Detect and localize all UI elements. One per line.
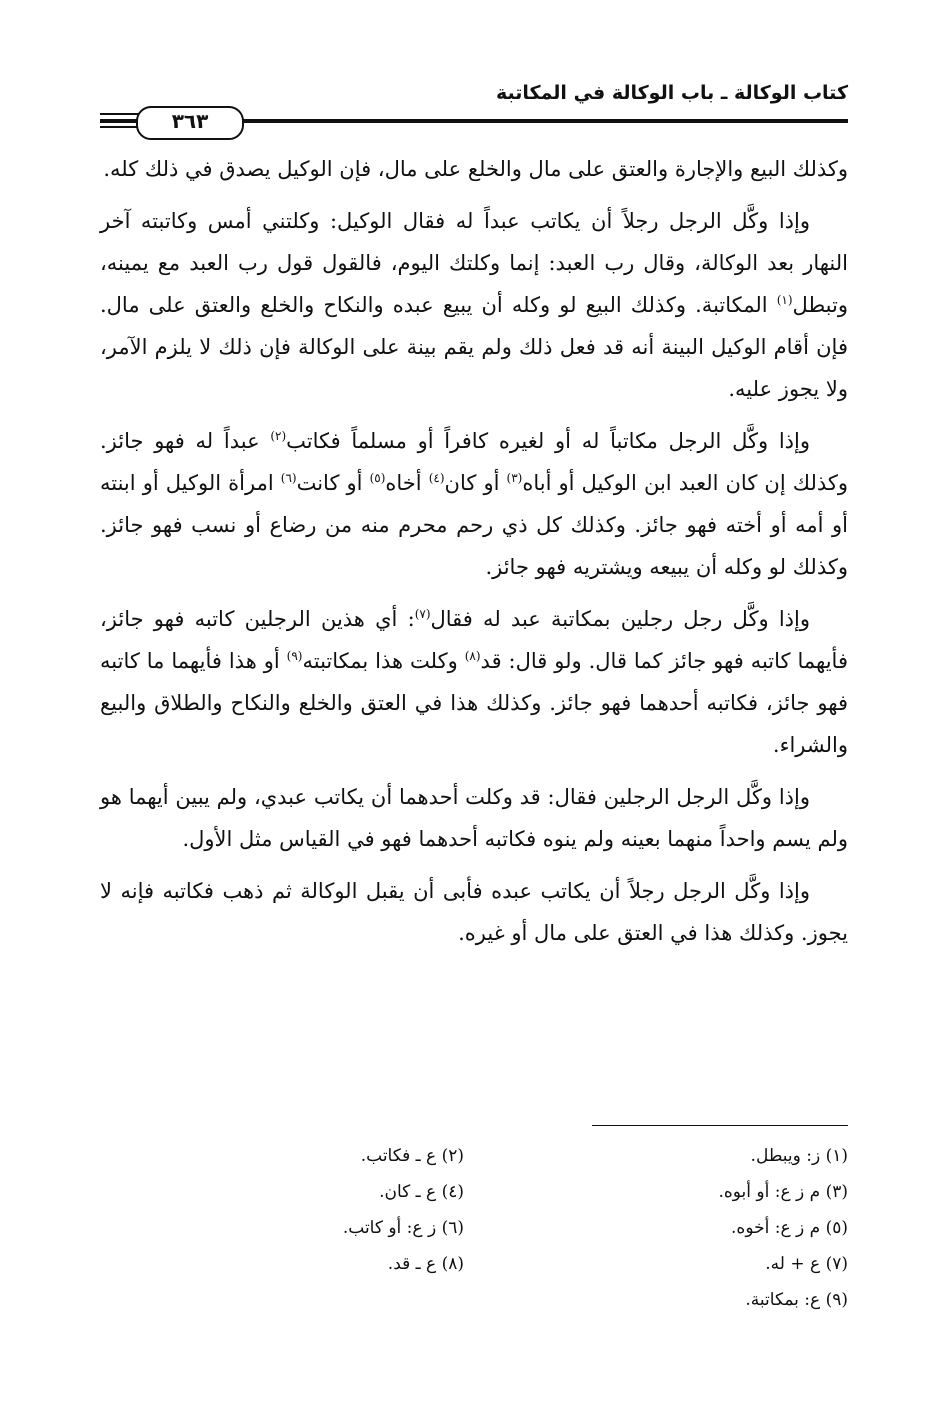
- paragraph-2: [100, 200, 848, 410]
- footnote-ref-3[interactable]: (٣): [506, 471, 523, 485]
- paragraph-text: أو هذا فأيهما ما كاتبه فهو جائز، فكاتبه أحدهما فهو جائز. وكذلك هذا في العتق والخلع والنكاح والطلاق والبيع والشراء.: [100, 649, 848, 757]
- paragraph-1: [100, 148, 848, 190]
- paragraph-text: أو كان: [444, 471, 507, 495]
- header-rule-thin-top: [100, 113, 140, 115]
- footnote-ref-8[interactable]: (٨): [464, 649, 481, 663]
- paragraph-text: وإذا وكَّل الرجل رجلاً أن يكاتب عبداً له فقال الوكيل: وكلتني أمس وكاتبته آخر النهار بعد الوكالة، وقال رب العبد: إنما وكلتك اليوم، فالقول قول رب العبد مع يمينه، وتبطل: [100, 209, 848, 317]
- paragraph-text: أخاه: [385, 471, 429, 495]
- paragraph-text: وإذا وكَّل الرجل رجلاً أن يكاتب عبده فأبى أن يقبل الوكالة ثم ذهب فكاتبه فإنه لا يجوز. وكذلك هذا في العتق على مال أو غيره.: [100, 879, 848, 945]
- footnote-2: (٢) ع ـ فكاتب.: [360, 1146, 464, 1166]
- paragraph-text: : أي هذين الرجلين كاتبه فهو جائز، فأيهما كاتبه فهو جائز كما قال. ولو قال: قد: [100, 607, 848, 673]
- paragraph-text: المكاتبة. وكذلك البيع لو وكله أن يبيع عبده والنكاح والخلع والعتق على مال. فإن أقام الوكيل البينة أنه قد فعل ذلك ولم يقم بينة على الوكالة فإن ذلك لا يلزم الآمر، ولا يجوز عليه.: [100, 293, 848, 401]
- footnote-ref-9[interactable]: (٩): [286, 649, 303, 663]
- footnotes-left-column: [204, 1138, 464, 1282]
- page-number: ٣٦٣: [171, 109, 209, 133]
- paragraph-text: امرأة الوكيل أو ابنته أو أمه أو أخته فهو جائز. وكذلك كل ذي رحم محرم منه من رضاع أو نسب فهو جائز. وكذلك لو وكله أن يبيعه ويشتريه فهو جائز.: [100, 471, 848, 579]
- paragraph-text: أو كانت: [296, 471, 370, 495]
- footnote-8: (٨) ع ـ قد.: [387, 1254, 464, 1274]
- running-header: [100, 72, 848, 132]
- footnote-9: (٩) ع: بمكاتبة.: [745, 1290, 848, 1310]
- footnote-1: (١) ز: ويبطل.: [750, 1146, 848, 1166]
- footnote-ref-2[interactable]: (٢): [270, 429, 287, 443]
- footnote-7: (٧) ع + له.: [765, 1254, 848, 1274]
- paragraph-6: [100, 870, 848, 954]
- footnotes-right-column: [588, 1138, 848, 1318]
- footnote-6: (٦) ز ع: أو كاتب.: [342, 1218, 464, 1238]
- paragraph-text: عبداً له فهو جائز. وكذلك إن كان العبد ابن الوكيل أو أباه: [100, 429, 849, 495]
- body-text: [100, 148, 848, 964]
- paragraph-5: [100, 776, 848, 860]
- paragraph-text: وكلت هذا بمكاتبته: [302, 649, 465, 673]
- footnote-ref-6[interactable]: (٦): [280, 471, 297, 485]
- paragraph-text: وكذلك البيع والإجارة والعتق على مال والخلع على مال، فإن الوكيل يصدق في ذلك كله.: [103, 157, 848, 181]
- paragraph-text: وإذا وكَّل رجل رجلين بمكاتبة عبد له فقال: [430, 607, 810, 631]
- footnote-5: (٥) م ز ع: أخوه.: [731, 1218, 848, 1238]
- footnote-ref-1[interactable]: (١): [776, 293, 793, 307]
- footnote-ref-7[interactable]: (٧): [414, 607, 431, 621]
- paragraph-4: [100, 598, 848, 766]
- footnote-4: (٤) ع ـ كان.: [379, 1182, 464, 1202]
- header-rule-thin-bottom: [100, 126, 140, 128]
- paragraph-text: وإذا وكَّل الرجل مكاتباً له أو لغيره كافراً أو مسلماً فكاتب: [286, 429, 810, 453]
- footnote-separator: [592, 1125, 848, 1126]
- chapter-title: كتاب الوكالة ـ باب الوكالة في المكاتبة: [495, 82, 848, 104]
- footnote-ref-4[interactable]: (٤): [428, 471, 445, 485]
- footnote-3: (٣) م ز ع: أو أبوه.: [718, 1182, 848, 1202]
- footnote-ref-5[interactable]: (٥): [369, 471, 386, 485]
- paragraph-3: [100, 420, 848, 588]
- paragraph-text: وإذا وكَّل الرجل الرجلين فقال: قد وكلت أحدهما أن يكاتب عبدي، ولم يبين أيهما هو ولم يسم واحداً منهما بعينه ولم ينوه فكاتبه أحدهما فهو في القياس مثل الأول.: [100, 785, 848, 851]
